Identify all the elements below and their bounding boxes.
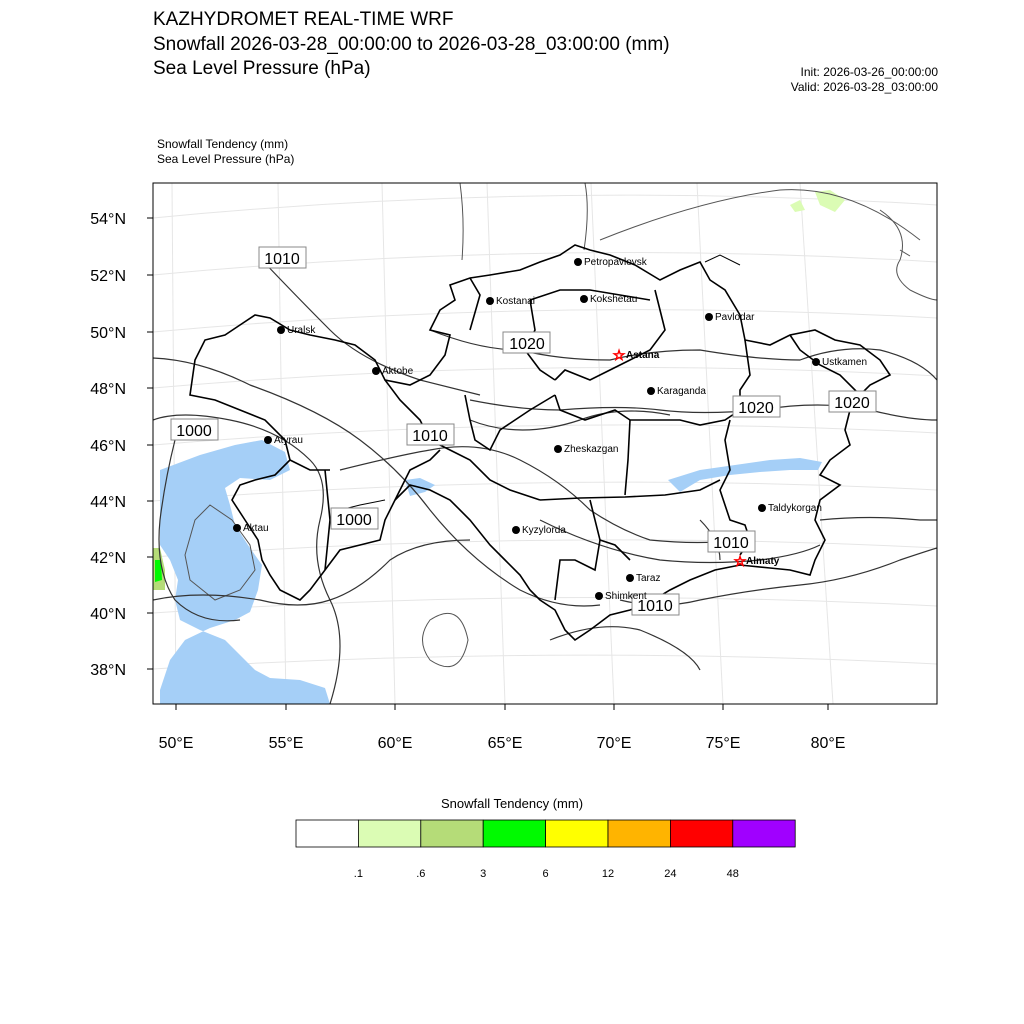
svg-text:1020: 1020 bbox=[834, 395, 870, 412]
isobar-label bbox=[331, 508, 378, 529]
lon-label: 70°E bbox=[596, 735, 632, 752]
isobar-label bbox=[708, 531, 755, 552]
lon-label: 50°E bbox=[158, 735, 194, 752]
svg-text:Petropavlovsk: Petropavlovsk bbox=[584, 257, 647, 268]
colorbar-label: 3 bbox=[480, 868, 487, 880]
svg-text:Karaganda: Karaganda bbox=[657, 386, 706, 397]
lat-label: 50°N bbox=[90, 325, 126, 342]
longitude-axis bbox=[159, 704, 846, 752]
svg-text:Aktobe: Aktobe bbox=[382, 366, 414, 377]
colorbar-label: 6 bbox=[542, 868, 549, 880]
field-label-snowfall: Snowfall Tendency (mm) bbox=[157, 137, 289, 151]
colorbar-swatch bbox=[733, 820, 795, 847]
colorbar-swatch bbox=[546, 820, 608, 847]
colorbar-label: 24 bbox=[664, 868, 677, 880]
init-time: Init: 2026-03-26_00:00:00 bbox=[800, 65, 938, 79]
colorbar-label: .1 bbox=[353, 868, 363, 880]
svg-text:Shimkent: Shimkent bbox=[605, 591, 647, 602]
svg-text:Taldykorgan: Taldykorgan bbox=[768, 503, 822, 514]
title-line-1: KAZHYDROMET REAL-TIME WRF bbox=[153, 9, 454, 30]
svg-text:1010: 1010 bbox=[713, 535, 749, 552]
svg-text:Uralsk: Uralsk bbox=[287, 325, 316, 336]
city-zheskazgan bbox=[554, 444, 618, 455]
colorbar-label: .6 bbox=[416, 868, 426, 880]
lat-label: 40°N bbox=[90, 606, 126, 623]
svg-text:1000: 1000 bbox=[176, 423, 212, 440]
colorbar-label: 48 bbox=[726, 868, 739, 880]
title-line-3: Sea Level Pressure (hPa) bbox=[153, 58, 371, 79]
svg-text:1010: 1010 bbox=[637, 598, 673, 615]
svg-text:Zheskazgan: Zheskazgan bbox=[564, 444, 619, 455]
colorbar-swatch bbox=[358, 820, 420, 847]
svg-text:Almaty: Almaty bbox=[746, 556, 780, 567]
svg-text:Kostanai: Kostanai bbox=[496, 296, 535, 307]
isobar-label bbox=[733, 396, 780, 417]
valid-time: Valid: 2026-03-28_03:00:00 bbox=[790, 80, 938, 94]
city-taldykorgan bbox=[758, 503, 822, 514]
svg-text:Kyzylorda: Kyzylorda bbox=[522, 525, 566, 536]
colorbar-swatch bbox=[296, 820, 358, 847]
lon-label: 80°E bbox=[810, 735, 846, 752]
lat-label: 54°N bbox=[90, 211, 126, 228]
star-icon: ☆ bbox=[733, 554, 747, 570]
isobar-label bbox=[503, 332, 550, 353]
isobar-label bbox=[259, 247, 306, 268]
svg-text:Pavlodar: Pavlodar bbox=[715, 312, 755, 323]
title-line-2: Snowfall 2026-03-28_00:00:00 to 2026-03-28_03:00:00 (mm) bbox=[153, 34, 670, 55]
isobar-label bbox=[171, 419, 218, 440]
colorbar bbox=[296, 820, 795, 880]
field-label-slp: Sea Level Pressure (hPa) bbox=[157, 152, 295, 166]
colorbar-swatch bbox=[608, 820, 670, 847]
colorbar-swatch bbox=[670, 820, 732, 847]
lon-label: 60°E bbox=[377, 735, 413, 752]
colorbar-swatch bbox=[421, 820, 483, 847]
svg-text:1010: 1010 bbox=[412, 428, 448, 445]
lon-label: 65°E bbox=[487, 735, 523, 752]
isobar-label bbox=[407, 424, 454, 445]
lat-label: 38°N bbox=[90, 662, 126, 679]
svg-text:Atyrau: Atyrau bbox=[274, 435, 303, 446]
svg-text:1020: 1020 bbox=[509, 336, 545, 353]
svg-text:1000: 1000 bbox=[336, 512, 372, 529]
lon-label: 55°E bbox=[268, 735, 304, 752]
svg-text:Aktau: Aktau bbox=[243, 523, 269, 534]
isobar-label bbox=[829, 391, 876, 412]
svg-text:Astana: Astana bbox=[626, 350, 660, 361]
lon-label: 75°E bbox=[705, 735, 741, 752]
lat-label: 46°N bbox=[90, 438, 126, 455]
colorbar-swatch bbox=[483, 820, 545, 847]
svg-text:Ustkamen: Ustkamen bbox=[822, 357, 868, 368]
svg-text:1010: 1010 bbox=[264, 251, 300, 268]
colorbar-title: Snowfall Tendency (mm) bbox=[440, 796, 584, 811]
city-petropavlovsk bbox=[574, 257, 648, 268]
svg-text:Taraz: Taraz bbox=[636, 573, 661, 584]
colorbar-label: 12 bbox=[601, 868, 615, 880]
lat-label: 42°N bbox=[90, 550, 126, 567]
lat-label: 52°N bbox=[90, 268, 126, 285]
svg-text:Kokshetau: Kokshetau bbox=[590, 294, 638, 305]
star-icon: ☆ bbox=[612, 348, 626, 364]
svg-text:1020: 1020 bbox=[738, 400, 774, 417]
lat-label: 48°N bbox=[90, 381, 126, 398]
latitude-axis bbox=[90, 211, 153, 679]
lat-label: 44°N bbox=[90, 494, 126, 511]
